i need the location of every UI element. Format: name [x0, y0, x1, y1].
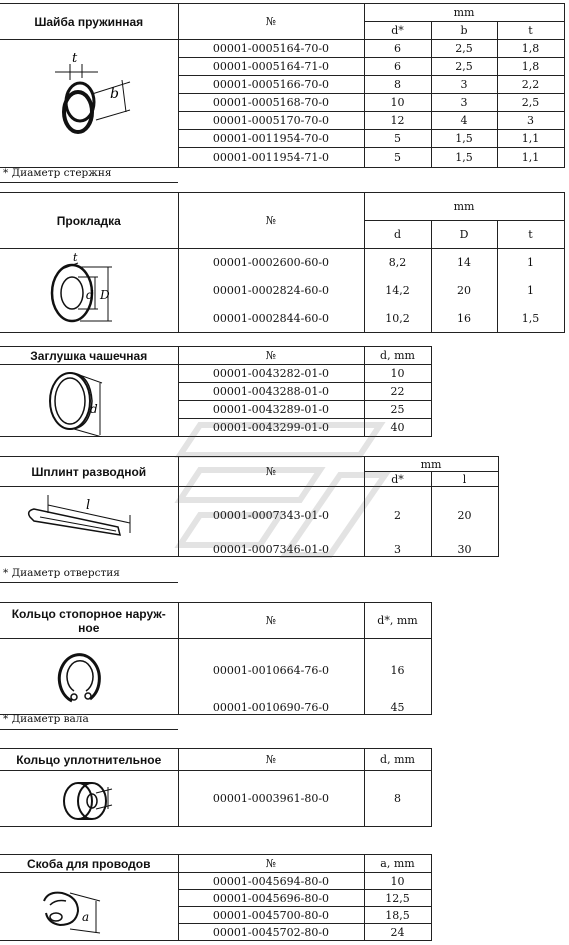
seal-ring-title: Кольцо уплотнительное	[0, 749, 178, 771]
part-number: 00001-0002844-60-0	[178, 305, 364, 333]
fig-label-a: a	[82, 910, 90, 924]
part-number: 00001-0010664-76-0	[178, 639, 364, 677]
watermark-logo	[170, 415, 400, 565]
value-D: 14	[431, 249, 497, 277]
part-number: 00001-0045702-80-0	[178, 924, 364, 941]
fig-label-D: D	[100, 288, 110, 302]
part-number: 00001-0005164-70-0	[178, 40, 364, 58]
value-d: 10	[364, 365, 431, 383]
cotter-pin-footnote: * Диаметр отверстия	[3, 567, 120, 579]
value-b: 1,5	[431, 130, 497, 148]
value-d: 14,2	[364, 277, 431, 305]
col-d-header: d, mm	[364, 749, 431, 771]
part-number: 00001-0043282-01-0	[178, 365, 364, 383]
gasket-table	[0, 192, 565, 333]
col-d-header: d*	[364, 22, 431, 40]
part-number: 00001-0005168-70-0	[178, 94, 364, 112]
part-number-header: №	[178, 457, 364, 487]
part-number-header: №	[178, 603, 364, 639]
cup-plug-drawing	[0, 365, 176, 437]
value-t: 2,2	[497, 76, 564, 94]
value-b: 3	[431, 76, 497, 94]
value-t: 1,8	[497, 40, 564, 58]
value-d: 40	[364, 419, 431, 437]
value-a: 10	[364, 873, 431, 890]
cotter-pin-figure	[0, 487, 178, 557]
value-t: 2,5	[497, 94, 564, 112]
retaining-ring-footnote: * Диаметр вала	[3, 713, 89, 725]
col-b-header: b	[431, 22, 497, 40]
units-header: mm	[364, 4, 564, 22]
col-d-header: d	[364, 221, 431, 249]
col-a-header: a, mm	[364, 855, 431, 873]
part-number: 00001-0005170-70-0	[178, 112, 364, 130]
footnote-rule	[0, 582, 178, 583]
retaining-ring-table	[0, 602, 432, 715]
value-d: 3	[364, 522, 431, 557]
part-number: 00001-0005166-70-0	[178, 76, 364, 94]
value-D: 20	[431, 277, 497, 305]
value-t: 1,1	[497, 148, 564, 168]
spring-washer-footnote: * Диаметр стержня	[3, 167, 112, 179]
wire-clip-drawing	[0, 873, 176, 943]
retaining-ring-figure	[0, 639, 178, 715]
value-d: 10	[364, 94, 431, 112]
value-d: 5	[364, 130, 431, 148]
part-number: 00001-0002600-60-0	[178, 249, 364, 277]
value-d: 6	[364, 58, 431, 76]
spring-washer-title: Шайба пружинная	[0, 4, 178, 40]
footnote-rule	[0, 182, 178, 183]
col-d-header: d*	[364, 472, 431, 487]
value-d: 25	[364, 401, 431, 419]
part-number-header: №	[178, 855, 364, 873]
col-D-header: D	[431, 221, 497, 249]
value-d: 45	[364, 677, 431, 715]
value-b: 4	[431, 112, 497, 130]
value-t: 1,5	[497, 305, 564, 333]
value-l: 30	[431, 522, 498, 557]
part-number: 00001-0007343-01-0	[178, 487, 364, 522]
value-d: 6	[364, 40, 431, 58]
part-number: 00001-0007346-01-0	[178, 522, 364, 557]
cotter-pin-drawing	[0, 487, 176, 557]
cotter-pin-title: Шплинт разводной	[0, 457, 178, 487]
part-number: 00001-0043299-01-0	[178, 419, 364, 437]
col-l-header: l	[431, 472, 498, 487]
value-d: 8	[364, 76, 431, 94]
part-number-header: №	[178, 193, 364, 249]
col-d-header: d*, mm	[364, 603, 431, 639]
value-d: 8	[364, 771, 431, 827]
part-number: 00001-0043289-01-0	[178, 401, 364, 419]
value-b: 2,5	[431, 58, 497, 76]
value-t: 1	[497, 249, 564, 277]
value-l: 20	[431, 487, 498, 522]
value-t: 1,8	[497, 58, 564, 76]
seal-ring-figure	[0, 771, 178, 827]
retaining-ring-drawing	[0, 639, 176, 713]
part-number: 00001-0045694-80-0	[178, 873, 364, 890]
value-d: 22	[364, 383, 431, 401]
part-number: 00001-0011954-70-0	[178, 130, 364, 148]
footnote-rule	[0, 729, 178, 730]
seal-ring-drawing	[0, 771, 176, 827]
part-number: 00001-0002824-60-0	[178, 277, 364, 305]
value-d: 2	[364, 487, 431, 522]
value-t: 1	[497, 277, 564, 305]
value-a: 24	[364, 924, 431, 941]
retaining-ring-title	[0, 603, 178, 639]
retaining-ring-title-line1: Кольцо стопорное наруж-	[11, 606, 166, 621]
fig-label-d: d	[90, 402, 98, 416]
part-number: 00001-0010690-76-0	[178, 677, 364, 715]
part-number: 00001-0011954-71-0	[178, 148, 364, 168]
units-header: mm	[364, 193, 564, 221]
fig-label-l: l	[86, 498, 91, 513]
wire-clip-title: Скоба для проводов	[0, 855, 178, 873]
gasket-title: Прокладка	[0, 193, 178, 249]
part-number: 00001-0005164-71-0	[178, 58, 364, 76]
part-number-header: №	[178, 347, 364, 365]
gasket-figure	[0, 249, 178, 333]
part-number: 00001-0003961-80-0	[178, 771, 364, 827]
retaining-ring-title-line2: ное	[78, 620, 100, 635]
spring-washer-drawing	[0, 40, 176, 166]
value-d: 16	[364, 639, 431, 677]
value-D: 16	[431, 305, 497, 333]
part-number: 00001-0043288-01-0	[178, 383, 364, 401]
gasket-drawing	[0, 249, 176, 333]
fig-label-t: t	[73, 251, 78, 264]
spring-washer-figure	[0, 40, 178, 168]
fig-label-b: b	[110, 86, 119, 102]
value-d: 8,2	[364, 249, 431, 277]
cup-plug-figure	[0, 365, 178, 437]
part-number-header: №	[178, 4, 364, 40]
cup-plug-title: Заглушка чашечная	[0, 347, 178, 365]
part-number: 00001-0045700-80-0	[178, 907, 364, 924]
value-b: 3	[431, 94, 497, 112]
value-d: 10,2	[364, 305, 431, 333]
spring-washer-table	[0, 3, 565, 168]
col-t-header: t	[497, 22, 564, 40]
wire-clip-figure	[0, 873, 178, 941]
fig-label-d: d	[86, 288, 94, 302]
value-a: 18,5	[364, 907, 431, 924]
seal-ring-table	[0, 748, 432, 827]
col-t-header: t	[497, 221, 564, 249]
part-number: 00001-0045696-80-0	[178, 890, 364, 907]
fig-label-t: t	[72, 51, 78, 66]
value-t: 1,1	[497, 130, 564, 148]
value-d: 5	[364, 148, 431, 168]
part-number-header: №	[178, 749, 364, 771]
col-d-header: d, mm	[364, 347, 431, 365]
value-a: 12,5	[364, 890, 431, 907]
value-b: 2,5	[431, 40, 497, 58]
wire-clip-table	[0, 854, 432, 941]
value-b: 1,5	[431, 148, 497, 168]
value-t: 3	[497, 112, 564, 130]
value-d: 12	[364, 112, 431, 130]
units-header: mm	[364, 457, 498, 472]
